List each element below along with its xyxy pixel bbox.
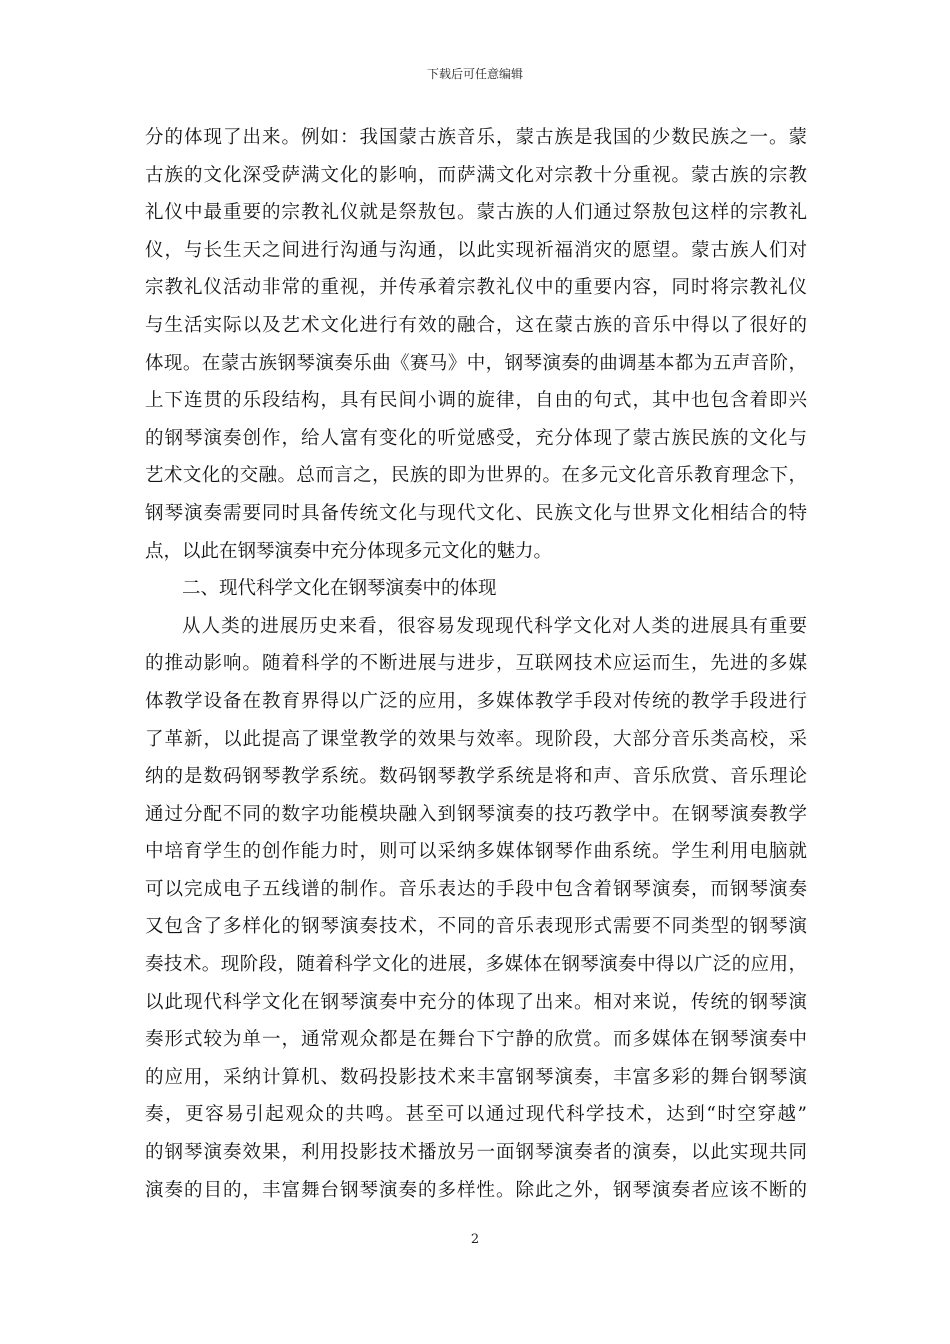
text-line: 上下连贯的乐段结构，具有民间小调的旋律，自由的句式，其中也包含着即兴	[145, 390, 807, 412]
page-header: 下载后可任意编辑	[426, 67, 523, 81]
text-line: 体教学设备在教育界得以广泛的应用，多媒体教学手段对传统的教学手段进行	[145, 690, 807, 712]
text-line: 礼仪中最重要的宗教礼仪就是祭敖包。蒙古族的人们通过祭敖包这样的宗教礼	[145, 202, 807, 224]
text-line: 以此现代科学文化在钢琴演奏中充分的体现了出来。相对来说，传统的钢琴演	[145, 991, 807, 1013]
text-line: 的钢琴演奏创作，给人富有变化的听觉感受，充分体现了蒙古族民族的文化与	[145, 427, 807, 449]
text-line: 奏形式较为单一，通常观众都是在舞台下宁静的欣赏。而多媒体在钢琴演奏中	[145, 1029, 807, 1051]
text-line: 奏，更容易引起观众的共鸣。甚至可以通过现代科学技术，达到“时空穿越”	[145, 1104, 807, 1126]
text-line: 演奏的目的，丰富舞台钢琴演奏的多样性。除此之外，钢琴演奏者应该不断的	[145, 1179, 807, 1201]
text-line: 钢琴演奏需要同时具备传统文化与现代文化、民族文化与世界文化相结合的特	[145, 502, 807, 524]
text-line: 古族的文化深受萨满文化的影响，而萨满文化对宗教十分重视。蒙古族的宗教	[145, 164, 807, 186]
text-line: 的推动影响。随着科学的不断进展与进步，互联网技术应运而生，先进的多媒	[145, 653, 807, 675]
text-line: 从人类的进展历史来看，很容易发现现代科学文化对人类的进展具有重要	[182, 615, 807, 637]
text-line: 纳的是数码钢琴教学系统。数码钢琴教学系统是将和声、音乐欣赏、音乐理论	[145, 766, 807, 788]
page-number: 2	[470, 1232, 480, 1247]
text-line: 艺术文化的交融。总而言之，民族的即为世界的。在多元文化音乐教育理念下，	[145, 465, 807, 487]
document-body	[145, 119, 807, 1209]
text-line: 体现。在蒙古族钢琴演奏乐曲《赛马》中，钢琴演奏的曲调基本都为五声音阶，	[145, 352, 807, 374]
text-line: 的应用，采纳计算机、数码投影技术来丰富钢琴演奏，丰富多彩的舞台钢琴演	[145, 1066, 807, 1088]
text-line: 又包含了多样化的钢琴演奏技术，不同的音乐表现形式需要不同类型的钢琴演	[145, 916, 807, 938]
text-line: 点，以此在钢琴演奏中充分体现多元文化的魅力。	[145, 540, 553, 562]
text-line: 奏技术。现阶段，随着科学文化的进展，多媒体在钢琴演奏中得以广泛的应用，	[145, 954, 807, 976]
text-line: 中培育学生的创作能力时，则可以采纳多媒体钢琴作曲系统。学生利用电脑就	[145, 841, 807, 863]
text-line: 与生活实际以及艺术文化进行有效的融合，这在蒙古族的音乐中得以了很好的	[145, 314, 807, 336]
text-line: 可以完成电子五线谱的制作。音乐表达的手段中包含着钢琴演奏，而钢琴演奏	[145, 878, 807, 900]
text-line: 分的体现了出来。例如：我国蒙古族音乐，蒙古族是我国的少数民族之一。蒙	[145, 127, 807, 148]
text-line: 仪，与长生天之间进行沟通与沟通，以此实现祈福消灾的愿望。蒙古族人们对	[145, 239, 807, 261]
text-line: 了革新，以此提高了课堂教学的效果与效率。现阶段，大部分音乐类高校，采	[145, 728, 807, 750]
section-heading: 二、现代科学文化在钢琴演奏中的体现	[182, 578, 497, 600]
text-line: 的钢琴演奏效果，利用投影技术播放另一面钢琴演奏者的演奏，以此实现共同	[145, 1142, 807, 1164]
text-line: 通过分配不同的数字功能模块融入到钢琴演奏的技巧教学中。在钢琴演奏教学	[145, 803, 807, 825]
text-line: 宗教礼仪活动非常的重视，并传承着宗教礼仪中的重要内容，同时将宗教礼仪	[145, 277, 807, 299]
